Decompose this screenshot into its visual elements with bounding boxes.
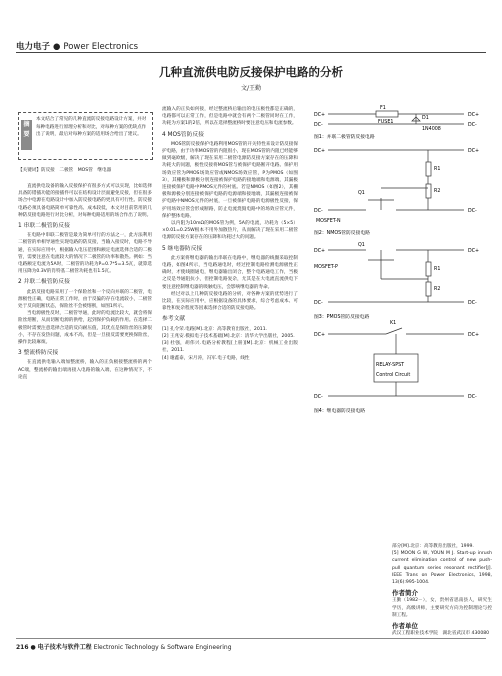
resistor-symbol	[426, 184, 431, 198]
fig3-label: DC+	[468, 249, 480, 254]
fig3-label: MOSFET-P	[314, 265, 338, 270]
header-rule	[16, 52, 486, 53]
figure-1	[314, 105, 479, 132]
section-heading: 2 并联二极管防反接	[18, 279, 70, 286]
author-unit-heading: 作者单位	[392, 622, 418, 631]
fig2-label: MOSFET-N	[316, 219, 341, 224]
abstract-text: 本文结合了常见的几种直流防反接电路设计方案，并对每种电路进行原理分析和对比，对每种方案的优缺点作出了说明，最后对每种方案的适用场合给出了建议。	[36, 117, 147, 137]
figure-2-caption: 图2：NMOS管防反接电路	[314, 231, 370, 236]
fig1-label: DC+	[468, 113, 480, 118]
body-paragraph: 此方案将继电器的输出串联在电路中，继电器的线圈采取控制电路，如图4所示，当电路通电时，经过控制电路检测电源极性正确时，才使线圈通电，继电器输出闭合，整个电路通电工作，当极之反是导通阻抗小，但控制电路复杂，尤其是在大电流直流供电下要注意控制继电器的吸触电压，会影响继电器的寿命。	[162, 255, 298, 290]
journal-name-en: Electronic Technology & Software Engineering	[93, 644, 232, 651]
abstract-label: 摘要	[21, 120, 32, 150]
section-heading: 4 MOS管防反接	[162, 131, 204, 138]
fig3-label: DC-	[314, 301, 323, 306]
column-3	[392, 543, 492, 637]
fig4-label: DC+	[314, 333, 326, 338]
body-paragraph: MOS管防反接保护电路利用MOS管的开关特性来设计防反接保护电路，由于功率MOS管的内阻很小，现在MOS管的内阻已经能够做到毫欧级，解决了现在采用二极管电源防反接方案存在的压降和功耗大的问题，极性反接将MOS管与被保护电路断开电路。保护用场效应管为PMOS场效应管或NMOS场效应管，P为PMOS（如图3），其栅极和源极分别连接被保护电路的接地端和电源端，其漏极连接被保护电路中PMOS元件的衬底。若是NMOS（如图2），其栅极和源极分别连接被保护电路的电源端和接地端，其漏极连接被保护电路中NMOS元件的衬底，一旦被保护电路的电源极性反接，保护用场效应管会形成断路，防止电流烧毁电路中的场效应管元件，保护整体电路。	[162, 141, 298, 219]
fig1-label: FUSE1	[378, 120, 394, 125]
figure-4	[314, 320, 479, 400]
footer-bullet: ●	[30, 644, 36, 651]
fig3-label: DC-	[468, 301, 477, 306]
body-paragraph: 在直流供电输入端加整流桥，输入的正负极接整流桥的两个AC端，整流桥的输出端再接入电路的输入端，在这种情况下，不论直	[18, 360, 152, 380]
body-paragraph: 此防反接电路采用了一个保险丝和一个反向并联的二极管，电源极性正确，电路正常工作时，由于反偏的存在电流较小，二极管处于反向阻断状态，保险丝不会被熔断，如图1所示。	[18, 289, 152, 310]
page-number: 216	[16, 644, 29, 651]
fig1-label: DC-	[468, 123, 477, 128]
fig4-label: K1	[390, 321, 397, 326]
fig4-label: DC-	[468, 395, 477, 400]
figure-3	[314, 242, 479, 306]
journal-name: 电子技术与软件工程	[37, 644, 92, 651]
figure-3-caption: 图3：PMOS管防反接电路	[314, 315, 370, 320]
body-paragraph: 流输入的正负如何接，经过整流桥后输出的电压极性都是正确的，电路都可以正常工作，但是电路中就会有两个二极管同时在工作，功耗为方案1的2倍，所以在选择整流桥时要注意电压和电流参数。	[162, 107, 298, 127]
section-heading: 3 整流桥防反接	[18, 350, 59, 357]
body-paragraph: 以内阻为10mΩ的MOS管为例，5A的电流，功耗为（5×5）×0.01=0.25W根本不用外加散热片，从而解决了现在采用二极管电源防反接方案存在的压降和功耗过大的问题。	[162, 221, 298, 241]
fig2-label: DC+	[314, 149, 326, 154]
keywords: 【关键词】防反接 二极管 MOS管 继电器	[18, 168, 112, 173]
reference-continued: 部分[M].北京：高等教育出版社，1999.	[392, 544, 474, 549]
reference-item: [4] 谢鑫泰，宋月涛，冯军.电子电路，线性	[162, 355, 250, 361]
references-heading: 参考文献	[162, 316, 186, 323]
resistor-symbol	[426, 282, 431, 296]
fig3-label: R1	[434, 267, 441, 272]
body-paragraph: 当电源极性反时，二极管导通，此时的电流比较大，就会将保险丝熔断，从而切断电源的供给，起到保护负载的作用。在选择二极管时需要注意选择合适的反向耐压值，其优点是保险丝的压降很小，不存在发热问题，成本不高，但是一旦接反需要更换保险丝，操作比较麻烦。	[18, 311, 152, 346]
paper-author: 文/王勤	[240, 85, 262, 92]
fig1-label: DC-	[314, 123, 323, 128]
figure-1-caption: 图1：并联二极管防反接电路	[314, 135, 375, 140]
column-1	[18, 183, 152, 381]
fig3-label: Q1	[358, 243, 365, 248]
resistor-symbol	[426, 262, 431, 276]
fig2-label: R1	[434, 167, 441, 172]
section-heading: 1 串联二极管防反接	[18, 223, 70, 230]
circuit-figures	[306, 104, 496, 534]
column-2	[162, 106, 298, 362]
fig4-label: Control Circuit	[376, 373, 411, 378]
author-bio-heading: 作者简介	[392, 589, 418, 598]
reference-item: [1] 孔令荣.电路[M].北京：高等教育出版社，2011.	[162, 326, 268, 332]
fig2-label: DC-	[314, 209, 323, 214]
page-footer	[16, 642, 232, 651]
fig1-label: DC+	[314, 113, 326, 118]
fig2-label: DC+	[468, 149, 480, 154]
fig4-label: DC+	[468, 333, 480, 338]
author-unit: 武汉工程职业技术学院 湖北省武汉市 430080	[392, 631, 490, 637]
reference-item: [5] MOON G W, YOUN M J. Start-up inrush current elimination control of new push-pull quantum series resonant rectifier[J]. IEEE Trans on Power Electronics, 1998, 13(6):995-1004.	[392, 551, 492, 586]
relay-contact	[386, 328, 402, 334]
fig3-label: DC+	[314, 249, 326, 254]
fig1-label: D1	[422, 116, 429, 121]
intro-paragraph: 直流供电设备的输入反接保护有很多方式可以实现，比如选择具备防错插功能的接插件可以在结构设计层面避免反接，但在很多场合中电源在电路设计中加入防反接电路的更具有可行性。防反接电路必须具备电路简单可靠性高、成本较低，本文对目前常用的几种防反接电路进行对比分析，对每种电路适用的场合作出了说明。	[18, 184, 152, 218]
paper-title: 几种直流供电防反接保护电路的分析	[159, 65, 343, 79]
footer-rule	[16, 638, 486, 639]
fig2-label: R2	[434, 189, 441, 194]
author-bio: 王勤（1982－），女，贵州省思南县人，研究生学历，高级讲师，主要研究方向为控制理论与控制工程。	[392, 598, 492, 618]
fig1-label: 1N4008	[422, 127, 441, 132]
fig1-label: F1	[380, 106, 386, 111]
fig2-label: DC-	[468, 209, 477, 214]
fig3-label: R2	[434, 287, 441, 292]
fig4-label: DC-	[314, 395, 323, 400]
journal-header: 电力电子 ● Power Electronics	[16, 42, 139, 52]
reference-item: [2] 王兆安.模拟电子技术基础[M].北京：清华大学出版社，2005.	[162, 333, 295, 339]
figure-2	[314, 148, 479, 224]
section-heading: 5 继电器防反接	[162, 245, 203, 252]
figure-4-caption: 图4：继电器防反接电路	[314, 409, 366, 414]
fig4-label: RELAY-SPST	[376, 363, 405, 368]
reference-item: [3] 杜强，胡伟兴.电路分析教程[上册][M].北京：机械工业出版社，2011.	[162, 341, 298, 354]
fuse-symbol	[376, 111, 398, 117]
body-paragraph: 在电路中串联二极管是最为简单可行的方法之一，此方法利用二极管的单相导通性实现电路的防反接，当输入接反时，电路不导通，在实际应用中，根据输入电压范围和额定电流选择合适的二极管，需要注意在电流较大的情况下二极管的功率和散热。例如：当电路额定电流为5A时，二极管的功耗为P=0.7*5=3.5瓦，就算选用压降为0.3V的肖特基二极管功耗也有1.5瓦。	[18, 233, 152, 275]
resistor-symbol	[426, 162, 431, 176]
fig2-label: Q1	[358, 191, 365, 196]
body-paragraph: 经过对以上几种防反接电路的分析，对各种方案的优势进行了比较，在实际应用中，应根据设备的具体要求，综合考虑成本、可靠性和复杂程度等因素选择合适的防反接电路。	[162, 291, 298, 312]
